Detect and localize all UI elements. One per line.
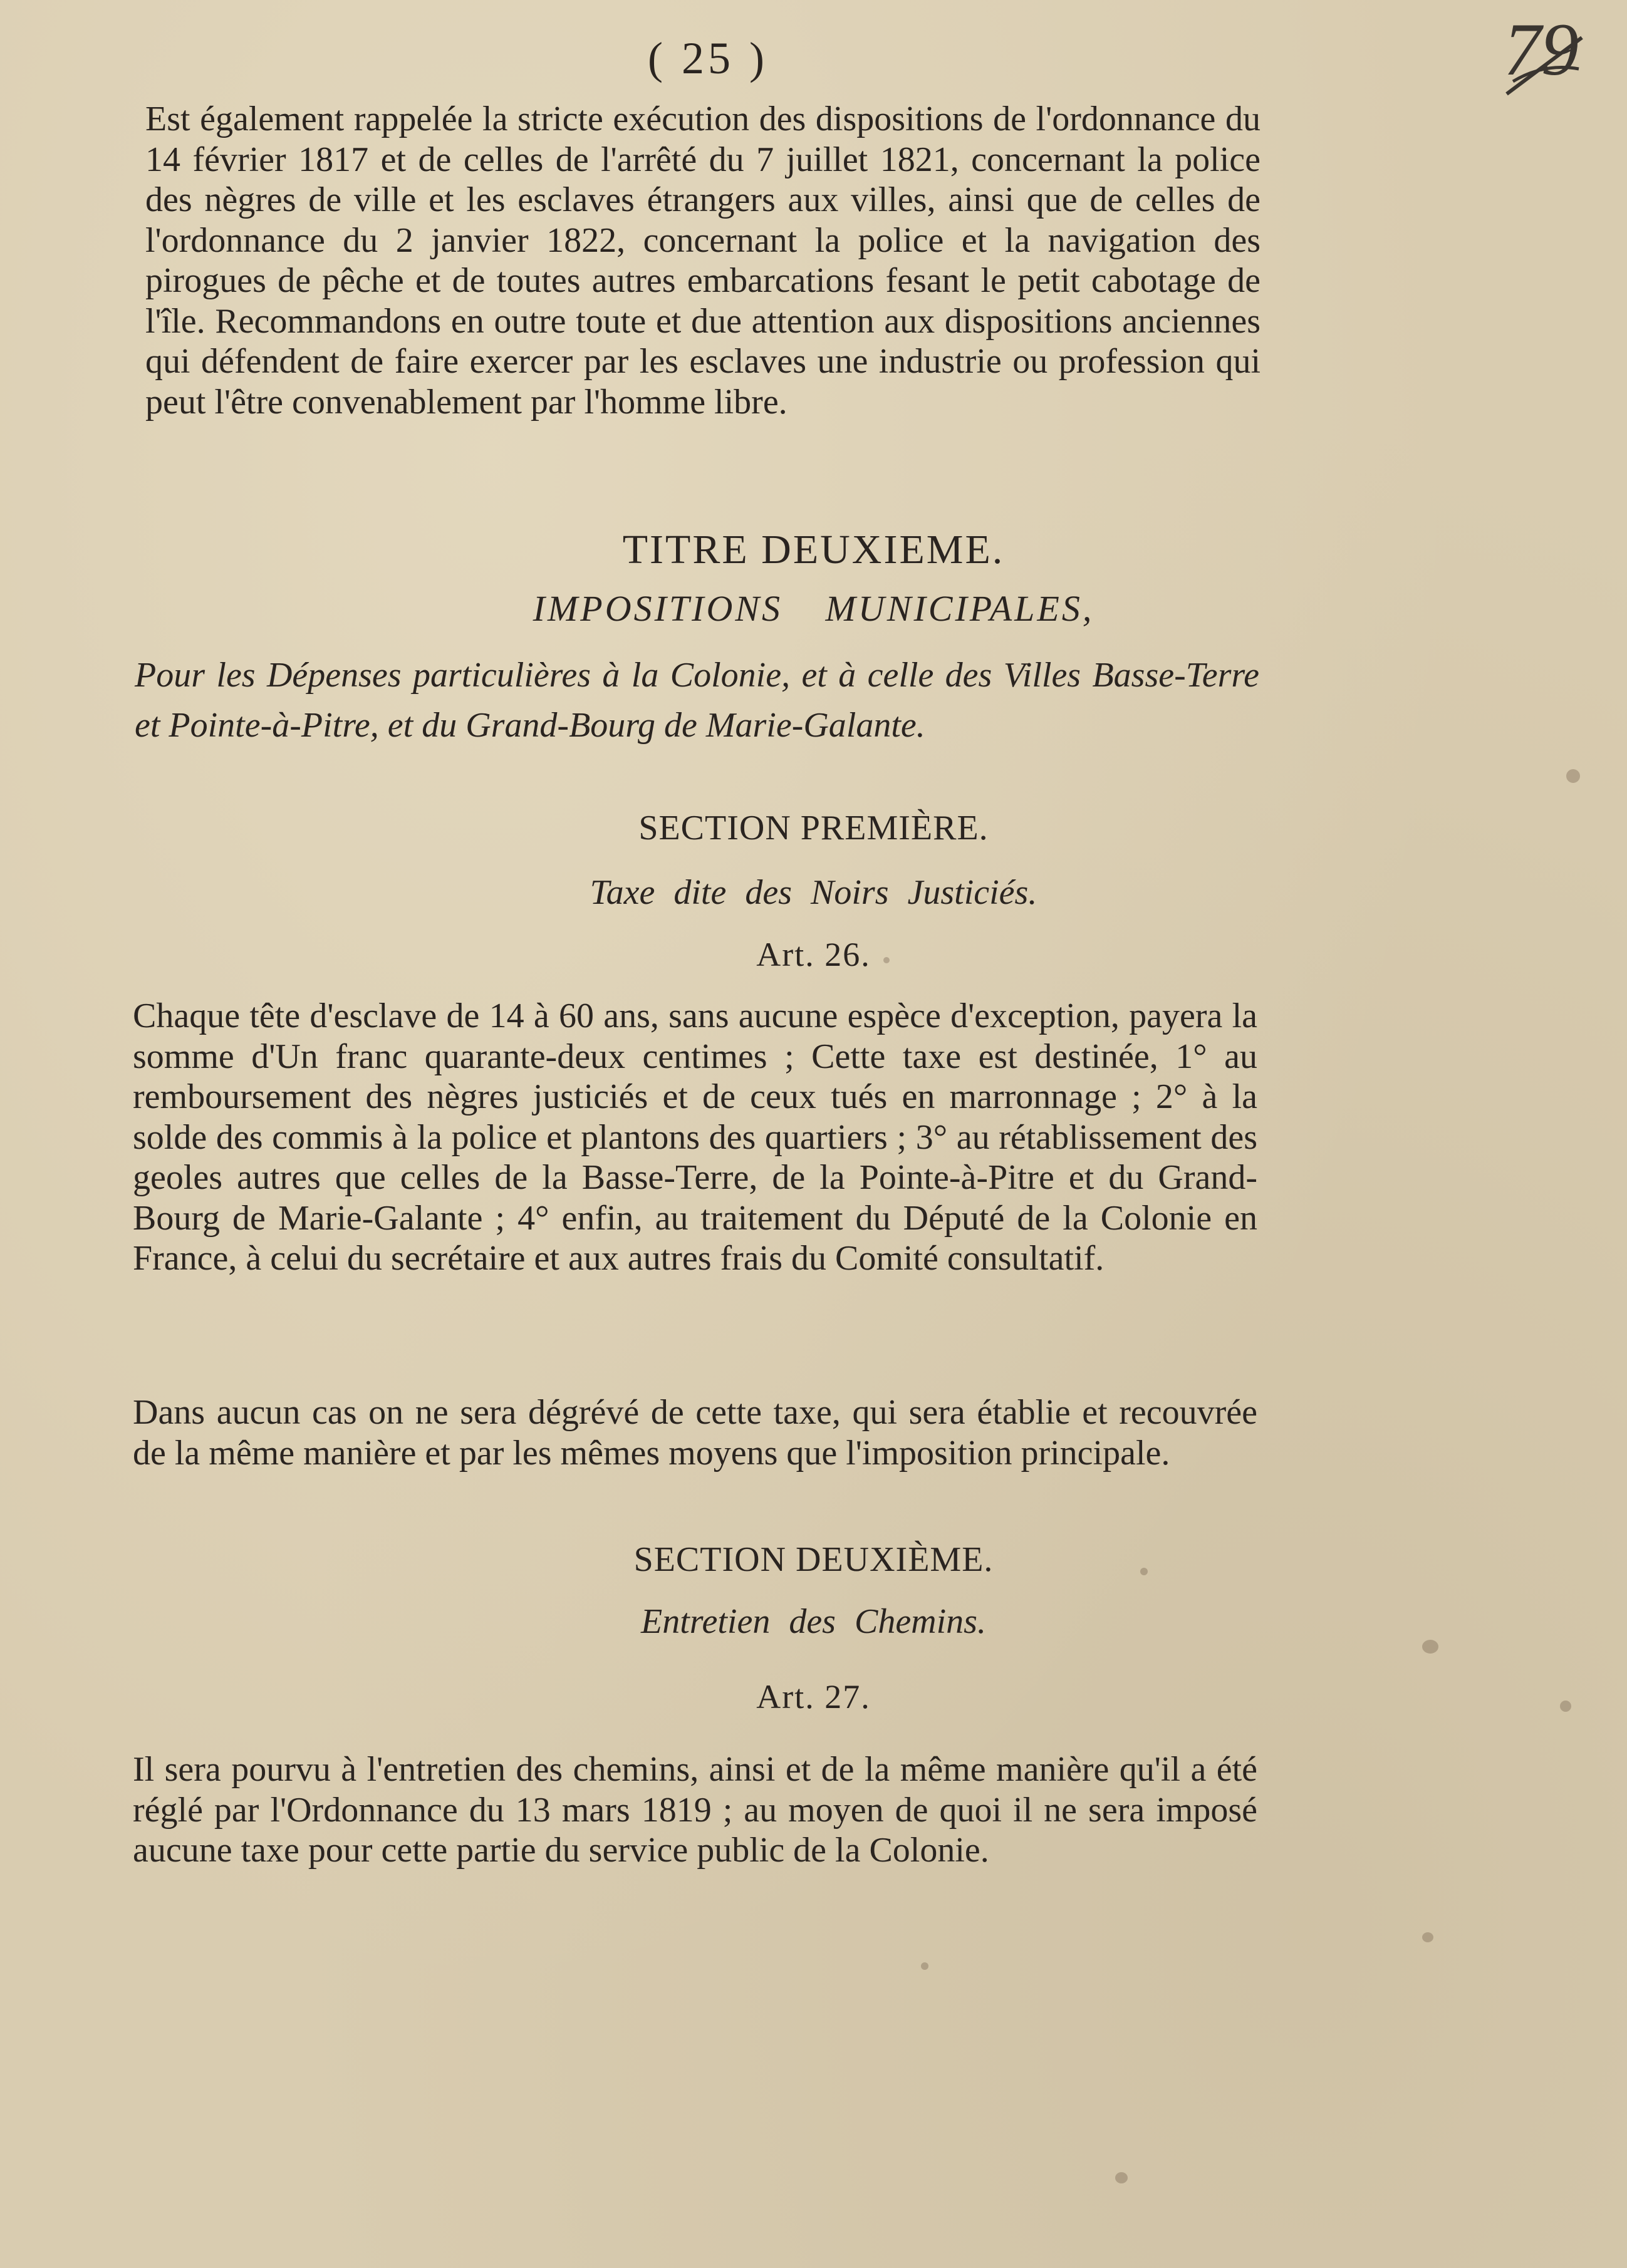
paragraph-article-26: Chaque tête d'esclave de 14 à 60 ans, sans aucune espèce d'exception, payera la somme d'Un franc quarante-deux centimes ; Cette taxe est destinée, 1° au remboursement des nègres justiciés et de ceux tués en marronnage ; 2° à la solde des commis à la police et plantons des quartiers ; 3° au rétablissement des geoles autres que celles de la Basse-Terre, de la Pointe-à-Pitre et du Grand-Bourg de Marie-Galante ; 4° enfin, au traitement du Député de la Colonie en France, à celui du secrétaire et aux autres frais du Comité consultatif. [133,997,1257,1278]
section-1-heading: SECTION PREMIÈRE. [638,809,989,847]
folio-strike-mark [1500,25,1588,119]
paper-stain [1115,2172,1128,2183]
folio-number: 79 [1504,8,1579,91]
titre-subheading: IMPOSITIONS MUNICIPALES, [533,588,1094,629]
article-27-heading: Art. 27. [756,1678,871,1716]
section-2-heading: SECTION DEUXIÈME. [633,1540,994,1579]
paragraph-execution-dispositions: Est également rappelée la stricte exécution des dispositions de l'ordonnance du 14 février 1817 et de celles de l'arrêté du 7 juillet 1821, concernant la police des nègres de ville et les esclaves étrangers aux villes, ainsi que de celles de l'ordonnance du 2 janvier 1822, concernant la police et la navigation des pirogues de pêche et de toutes autres embarcations fesant le petit cabotage de l'île. Recommandons en outre toute et due attention aux dispositions anciennes qui défendent de faire exercer par les esclaves une industrie ou profession qui peut l'être convenablement par l'homme libre. [145,100,1261,422]
page-number: ( 25 ) [648,33,768,83]
paragraph-article-27: Il sera pourvu à l'entretien des chemins, ainsi et de la même manière qu'il a été réglé par l'Ordonnance du 13 mars 1819 ; au moyen de quoi il ne sera imposé aucune taxe pour cette partie du service public de la Colonie. [133,1750,1257,1870]
titre-heading: TITRE DEUXIEME. [622,527,1005,572]
paper-stain [921,1962,928,1970]
paper-stain [1422,1640,1438,1654]
titre-description: Pour les Dépenses particulières à la Colonie, et à celle des Villes Basse-Terre et Pointe-à-Pitre, et du Grand-Bourg de Marie-Galante. [135,656,1259,745]
section-1-title: Taxe dite des Noirs Justiciés. [590,873,1037,912]
paper-stain [1422,1932,1433,1942]
paper-stain [1566,769,1580,783]
paragraph-degrevement: Dans aucun cas on ne sera dégrévé de cette taxe, qui sera établie et recouvrée de la même manière et par les mêmes moyens que l'imposition principale. [133,1393,1257,1473]
section-2-title: Entretien des Chemins. [641,1602,986,1641]
article-26-heading: Art. 26. [756,936,871,973]
